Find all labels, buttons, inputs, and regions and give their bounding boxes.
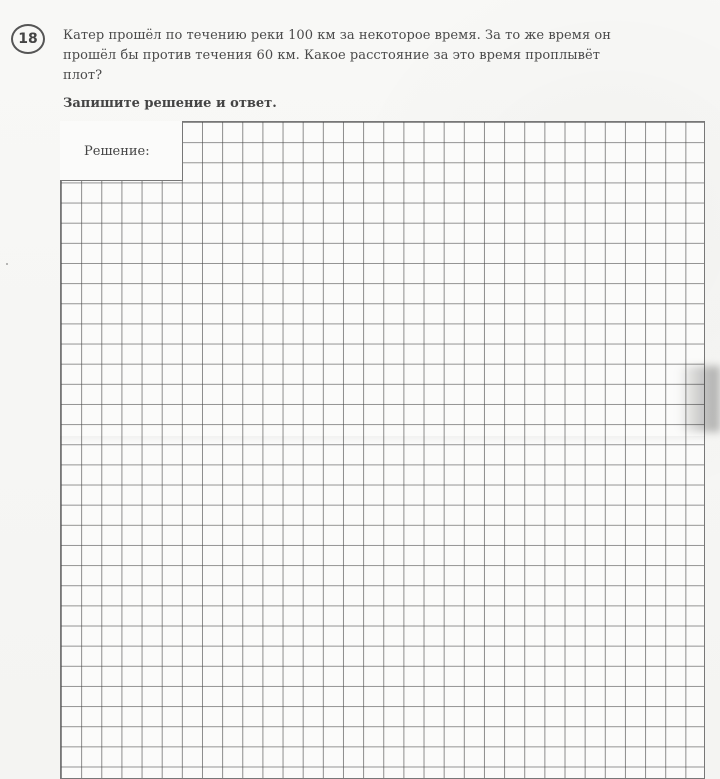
problem-line-1: Катер прошёл по течению реки 100 км за некоторое время. За то же время он [63,28,611,43]
solution-label: Решение: [84,144,150,159]
problem-line-3: плот? [63,68,103,83]
binding-shadow [678,366,720,432]
problem-line-2: прошёл бы против течения 60 км. Какое расстояние за это время проплывёт [63,48,601,63]
paper-mark [6,263,8,265]
task-number: 18 [18,31,38,47]
solution-area[interactable] [60,121,705,779]
solution-label-box [60,121,183,181]
task-number-badge [11,24,45,54]
answer-instruction: Запишите решение и ответ. [63,96,277,111]
solution-grid[interactable] [60,121,705,779]
problem-statement [63,26,713,86]
